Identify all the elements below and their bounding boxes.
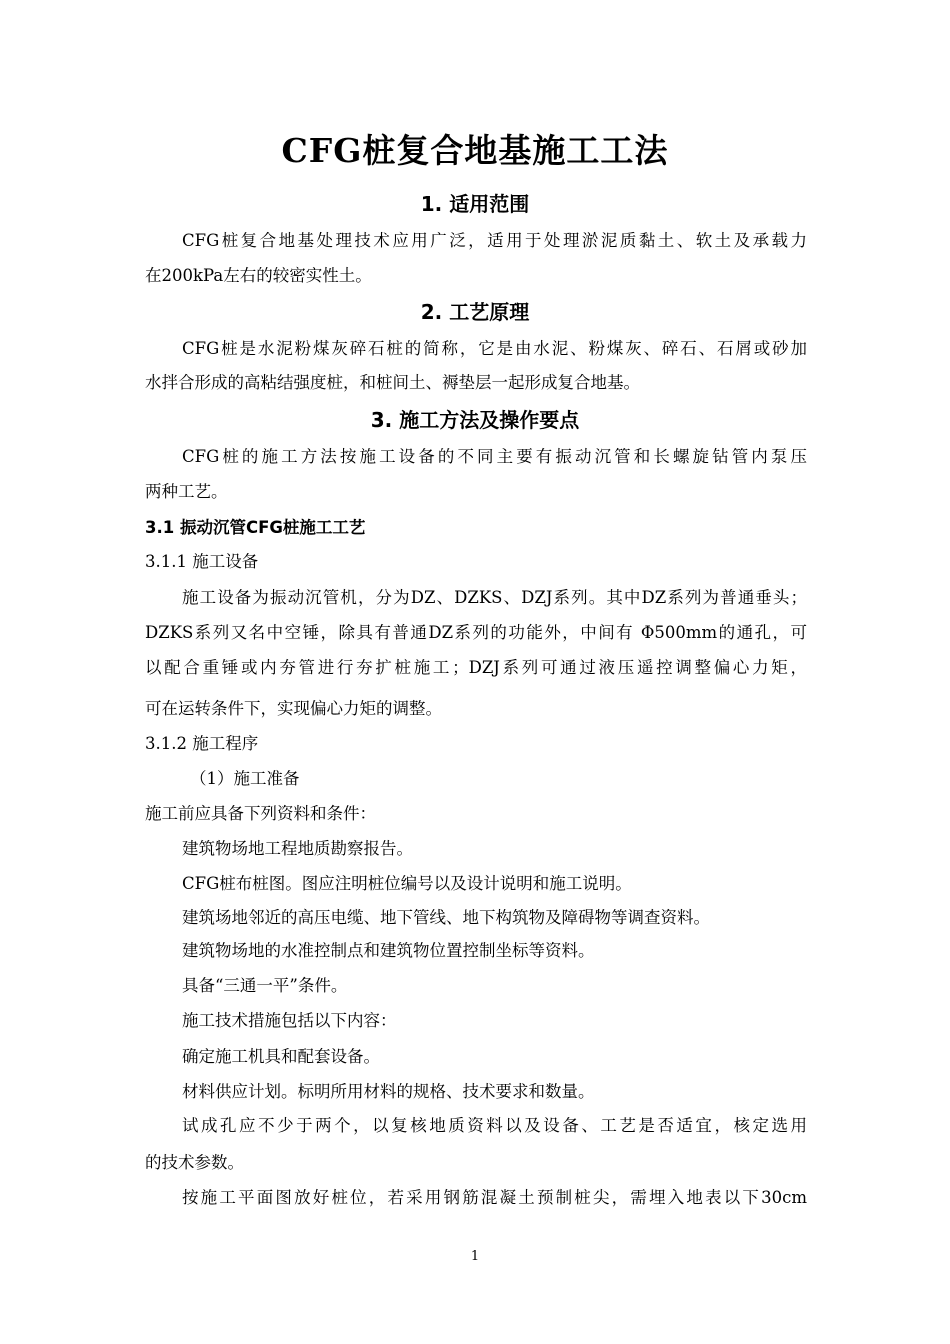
preparation-item: CFG桩布桩图。图应注明桩位编号以及设计说明和施工说明。: [182, 874, 632, 893]
step-1-label: （1）施工准备: [190, 769, 300, 788]
section-3-heading: 3. 施工方法及操作要点: [370, 408, 580, 432]
subsection-3-1-2-heading: 3.1.2 施工程序: [145, 734, 259, 753]
section-2-paragraph-line: CFG桩是水泥粉煤灰碎石桩的简称，它是由水泥、粉煤灰、碎石、石屑或砂加: [182, 339, 807, 358]
section-1-paragraph-line: 在200kPa左右的较密实性土。: [145, 266, 372, 285]
equipment-paragraph-line: 可在运转条件下，实现偏心力矩的调整。: [145, 699, 442, 718]
trial-hole-paragraph-line: 的技术参数。: [145, 1153, 244, 1172]
section-3-paragraph-line: 两种工艺。: [145, 482, 228, 501]
preparation-item: 建筑物场地的水准控制点和建筑物位置控制坐标等资料。: [182, 941, 595, 960]
preparation-item: 建筑物场地工程地质勘察报告。: [182, 839, 413, 858]
preparation-item: 建筑场地邻近的高压电缆、地下管线、地下构筑物及障碍物等调查资料。: [182, 908, 710, 927]
document-title: CFG桩复合地基施工工法: [281, 131, 669, 170]
equipment-paragraph-line: 以配合重锤或内夯管进行夯扩桩施工；DZJ系列可通过液压遥控调整偏心力矩，: [145, 658, 807, 677]
section-1-paragraph-line: CFG桩复合地基处理技术应用广泛，适用于处理淤泥质黏土、软土及承载力: [182, 231, 807, 250]
section-3-paragraph-line: CFG桩的施工方法按施工设备的不同主要有振动沉管和长螺旋钻管内泵压: [182, 447, 807, 466]
pile-layout-paragraph-line: 按施工平面图放好桩位，若采用钢筋混凝土预制桩尖，需埋入地表以下30cm: [182, 1188, 807, 1207]
trial-hole-paragraph-line: 试成孔应不少于两个，以复核地质资料以及设备、工艺是否适宜，核定选用: [182, 1116, 807, 1135]
preparation-item: 确定施工机具和配套设备。: [182, 1047, 380, 1066]
preparation-intro: 施工前应具备下列资料和条件：: [145, 804, 376, 823]
subsection-3-1-1-heading: 3.1.1 施工设备: [145, 552, 259, 571]
subsection-3-1-heading: 3.1 振动沉管CFG桩施工工艺: [145, 518, 366, 537]
page-number: 1: [470, 1249, 480, 1264]
section-2-heading: 2. 工艺原理: [420, 300, 530, 324]
preparation-item: 具备“三通一平”条件。: [182, 976, 348, 995]
preparation-item: 施工技术措施包括以下内容：: [182, 1011, 397, 1030]
section-1-heading: 1. 适用范围: [420, 192, 530, 216]
equipment-paragraph-line: DZKS系列又名中空锤，除具有普通DZ系列的功能外，中间有 Φ500mm的通孔，可: [145, 623, 807, 642]
section-2-paragraph-line: 水拌合形成的高粘结强度桩，和桩间土、褥垫层一起形成复合地基。: [145, 373, 640, 392]
preparation-item: 材料供应计划。标明所用材料的规格、技术要求和数量。: [182, 1082, 595, 1101]
equipment-paragraph-line: 施工设备为振动沉管机，分为DZ、DZKS、DZJ系列。其中DZ系列为普通垂头；: [182, 588, 807, 607]
